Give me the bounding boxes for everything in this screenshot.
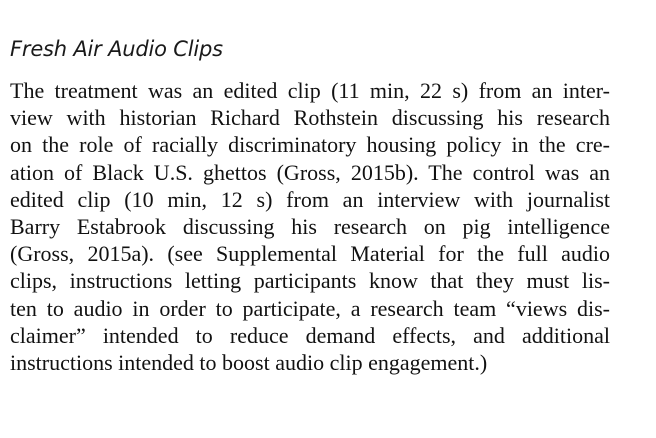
paragraph-line: (Gross, 2015a). (see Supplemental Material for the full audio [10, 241, 610, 267]
paragraph-line: claimer” intended to reduce demand effects, and additional [10, 322, 610, 348]
section-heading: Fresh Air Audio Clips [10, 37, 223, 61]
paragraph-line: on the role of racially discriminatory housing policy in the cre- [10, 132, 610, 158]
paragraph-line: clips, instructions letting participants know that they must lis- [10, 268, 610, 294]
paragraph-line: ation of Black U.S. ghettos (Gross, 2015b). The control was an [10, 159, 610, 185]
paragraph-line: The treatment was an edited clip (11 min, 22 s) from an inter- [10, 78, 610, 103]
paragraph-line: ten to audio in order to participate, a research team “views dis- [10, 295, 610, 321]
section-paragraph [10, 77, 610, 376]
paragraph-line: Barry Estabrook discussing his research on pig intelligence [10, 213, 610, 239]
paragraph-line: edited clip (10 min, 12 s) from an interview with journalist [10, 186, 610, 212]
paragraph-line: view with historian Richard Rothstein discussing his research [10, 105, 610, 131]
paragraph-line: instructions intended to boost audio clip engagement.) [10, 349, 488, 375]
